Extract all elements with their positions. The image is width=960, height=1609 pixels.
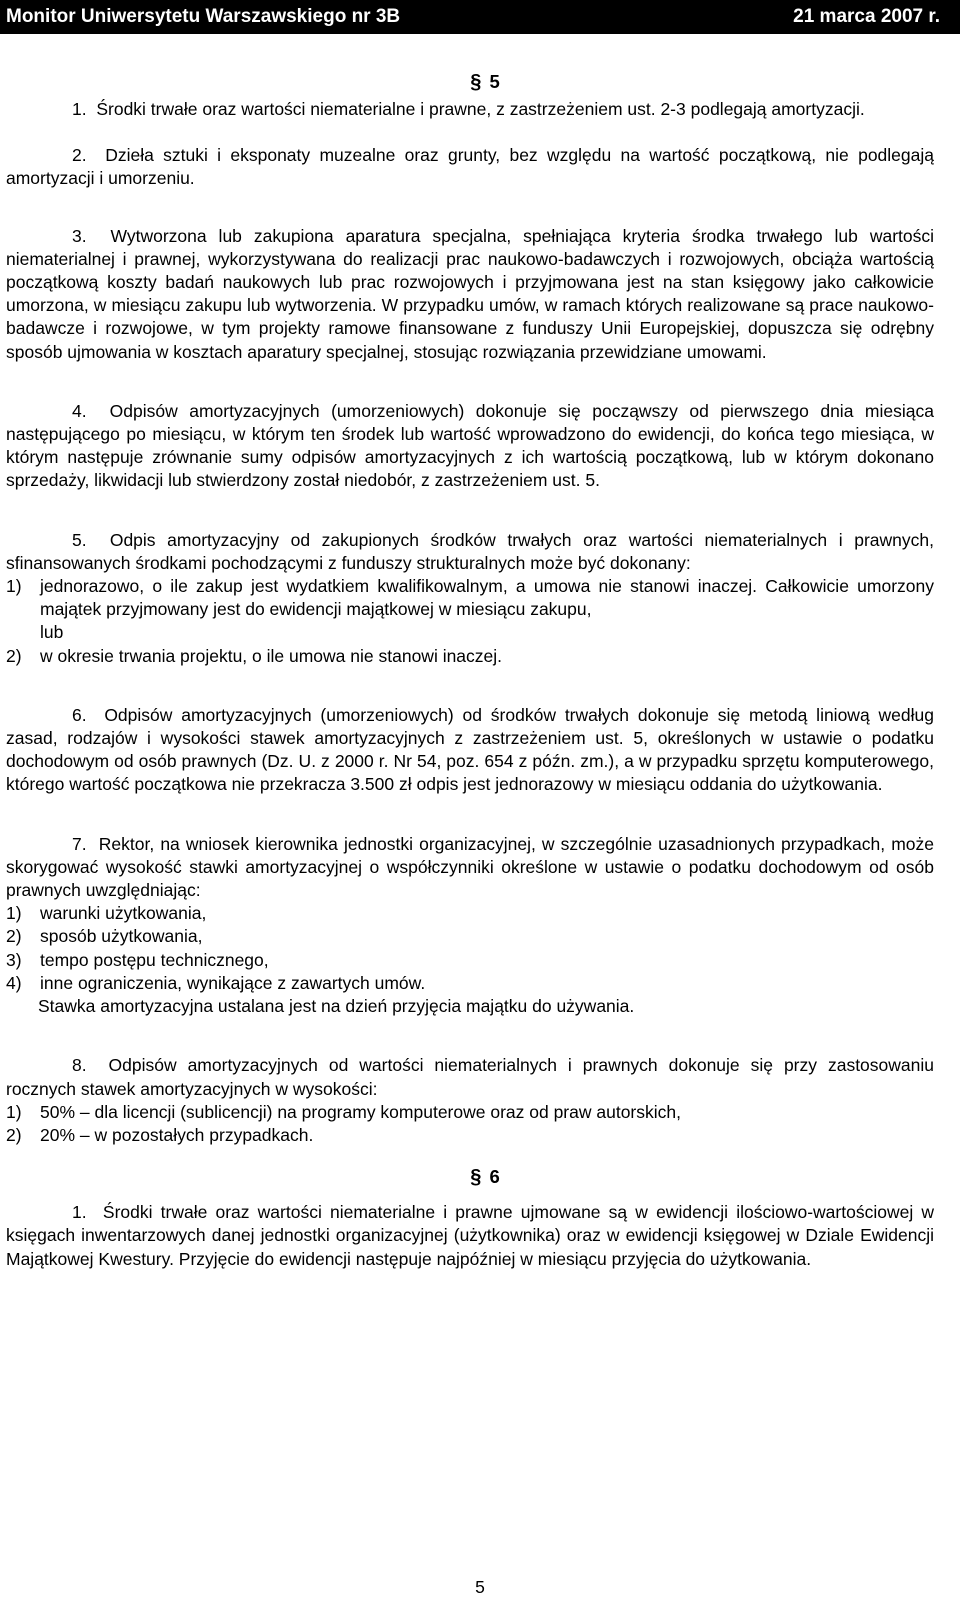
paragraph-number: 7. [72, 833, 87, 854]
document-body [6, 66, 934, 1271]
paragraph-number: 1. [72, 1202, 87, 1223]
paragraph-text: Odpisów amortyzacyjnych (umorzeniowych) od środków trwałych dokonuje się metodą liniową według zasad, rodzajów i wysokości stawek amortyzacyjnych z zastrzeżeniem ust. 5, określonych w ustawie o podatku dochodowym od osób prawnych (Dz. U. z 2000 r. Nr 54, poz. 654 z późn. zm.), a w przypadku sprzętu komputerowego, którego wartość początkowa nie przekracza 3.500 zł odpis jest jednorazowy w miesiącu oddania do użytkowania. [6, 704, 934, 795]
paragraph-5-7 [6, 833, 934, 903]
list-item-text: jednorazowo, o ile zakup jest wydatkiem kwalifikowalnym, a umowa nie stanowi inaczej. Całkowicie umorzony majątek przyjmowany jest do ewidencji majątkowej w miesiącu zakupu, [40, 576, 934, 620]
page-header [0, 0, 960, 34]
list-5-7 [6, 902, 934, 995]
section-heading-6 [6, 1161, 934, 1193]
list-item-text: inne ograniczenia, wynikające z zawartych umów. [40, 972, 426, 993]
paragraph-5-5 [6, 529, 934, 575]
list-item [6, 949, 934, 972]
paragraph-text: Odpisów amortyzacyjnych (umorzeniowych) dokonuje się począwszy od pierwszego dnia miesiąca następującego po miesiącu, w którym ten środek lub wartość wprowadzono do ewidencji, do końca tego miesiąca, w którym następuje zrównanie sumy odpisów amortyzacyjnych z ich wartością początkową, lub w którym dokonano sprzedaży, likwidacji lub stwierdzony został niedobór, z zastrzeżeniem ust. 5. [6, 400, 934, 491]
list-item-number: 1) [6, 903, 22, 924]
paragraph-text: Środki trwałe oraz wartości niematerialne i prawne ujmowane są w ewidencji ilościowo-wartościowej w księgach inwentarzowych danej jednostki organizacyjnej (użytkownika) oraz w ewidencji księgowej w Dziale Ewidencji Majątkowej Kwestury. Przyjęcie do ewidencji następuje najpóźniej w miesiącu przyjęcia do użytkowania. [6, 1202, 934, 1269]
section-symbol: § [470, 71, 482, 93]
list-item-number: 4) [6, 972, 22, 993]
paragraph-5-1 [6, 98, 934, 121]
list-5-8 [6, 1101, 934, 1147]
paragraph-5-3 [6, 225, 934, 364]
paragraph-number: 4. [72, 400, 87, 421]
list-item [6, 645, 934, 668]
list-item-text: tempo postępu technicznego, [40, 949, 269, 970]
list-item-text: warunki użytkowania, [40, 903, 207, 924]
section-symbol: § [470, 1166, 482, 1189]
list-item-text: sposób użytkowania, [40, 926, 203, 947]
section-number: 5 [489, 71, 500, 92]
list-item [6, 1101, 934, 1124]
list-item [6, 972, 934, 995]
list-item-text: 20% – w pozostałych przypadkach. [40, 1124, 314, 1145]
paragraph-text: Rektor, na wniosek kierownika jednostki organizacyjnej, w szczególnie uzasadnionych przypadkach, może skorygować wysokość stawki amortyzacyjnej o współczynniki określone w ustawie o podatku dochodowym od osób prawnych uwzględniając: [6, 833, 934, 901]
paragraph-number: 6. [72, 704, 87, 725]
paragraph-text: Odpisów amortyzacyjnych od wartości niematerialnych i prawnych dokonuje się przy zastosowaniu rocznych stawek amortyzacyjnych w wysokości: [6, 1055, 934, 1099]
list-item-number: 2) [6, 645, 22, 666]
section-number: 6 [489, 1166, 500, 1188]
list-item [6, 1124, 934, 1147]
paragraph-6-1 [6, 1201, 934, 1271]
list-5-5 [6, 575, 934, 668]
list-item [6, 925, 934, 948]
paragraph-text: Dzieła sztuki i eksponaty muzealne oraz grunty, bez względu na wartość początkową, nie podlegają amortyzacji i umorzeniu. [6, 145, 934, 189]
paragraph-number: 1. [72, 99, 87, 119]
paragraph-number: 5. [72, 529, 87, 550]
publication-date: 21 marca 2007 r. [793, 6, 940, 27]
list-item-number: 2) [6, 926, 22, 947]
paragraph-text: Środki trwałe oraz wartości niematerialne i prawne, z zastrzeżeniem ust. 2-3 podlegają amortyzacji. [96, 99, 865, 119]
page-number: 5 [475, 1577, 485, 1597]
paragraph-number: 3. [72, 225, 87, 246]
list-item-number: 1) [6, 576, 22, 597]
section-heading-5 [6, 66, 934, 98]
paragraph-text: Odpis amortyzacyjny od zakupionych środków trwałych oraz wartości niematerialnych i prawnych, sfinansowanych środkami pochodzącymi z funduszy strukturalnych może być dokonany: [6, 529, 934, 573]
paragraph-number: 8. [72, 1055, 87, 1076]
list-item-text: w okresie trwania projektu, o ile umowa nie stanowi inaczej. [40, 645, 503, 666]
publication-title: Monitor Uniwersytetu Warszawskiego nr 3B [6, 6, 401, 27]
list-item-number: 3) [6, 949, 22, 970]
list-item-number: 1) [6, 1101, 22, 1122]
list-item [6, 621, 934, 644]
paragraph-5-4 [6, 400, 934, 493]
list-item-text: 50% – dla licencji (sublicencji) na programy komputerowe oraz od praw autorskich, [40, 1101, 681, 1122]
list-item [6, 902, 934, 925]
paragraph-text: Wytworzona lub zakupiona aparatura specjalna, spełniająca kryteria środka trwałego lub wartości niematerialnej i prawnej, wykorzystywana do realizacji prac naukowo-badawczych i rozwojowych, obciąża wartością początkową koszty badań naukowych lub prac rozwojowych i przyjmowana jest na stan księgowy jako całkowicie umorzona, w miesiącu zakupu lub wytworzenia. W przypadku umów, w ramach których realizowane są prace naukowo-badawcze i rozwojowe, w tym projekty ramowe finansowane z funduszy Unii Europejskiej, dopuszcza się odrębny sposób ujmowania w kosztach aparatury specjalnej, stosując rozwiązania przewidziane umowami. [6, 225, 934, 362]
list-item-text: lub [40, 622, 64, 643]
paragraph-5-6 [6, 704, 934, 797]
paragraph-number: 2. [72, 145, 87, 166]
list-item-number: 2) [6, 1124, 22, 1145]
paragraph-note: Stawka amortyzacyjna ustalana jest na dzień przyjęcia majątku do używania. [38, 996, 635, 1017]
paragraph-5-2 [6, 144, 934, 190]
list-item [6, 575, 934, 621]
paragraph-5-8 [6, 1054, 934, 1100]
